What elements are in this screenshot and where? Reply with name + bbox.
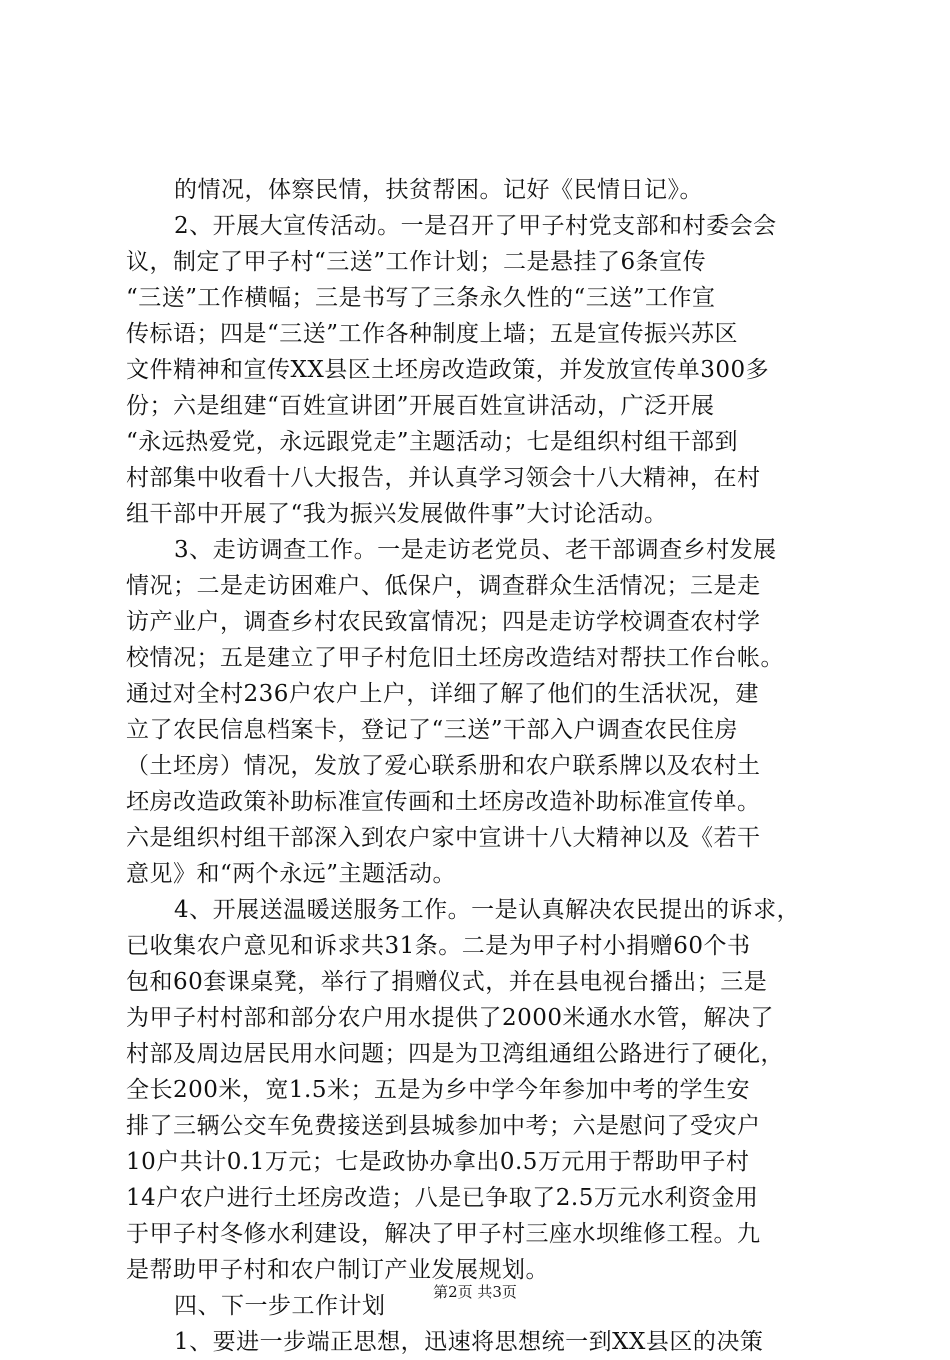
text-line: 校情况；五是建立了甲子村危旧土坯房改造结对帮扶工作台帐。	[126, 645, 784, 671]
text-line: 为甲子村村部和部分农户用水提供了2000米通水水管，解决了	[126, 1005, 775, 1031]
text-line: 六是组织村组干部深入到农户家中宣讲十八大精神以及《若干	[126, 825, 761, 851]
text-line: 村部及周边居民用水问题；四是为卫湾组通组公路进行了硬化，	[126, 1041, 784, 1067]
text-line: 传标语；四是“三送”工作各种制度上墙；五是宣传振兴苏区	[126, 321, 739, 347]
text-line: “三送”工作横幅；三是书写了三条永久性的“三送”工作宣	[126, 285, 716, 311]
text-line: 包和60套课桌凳，举行了捐赠仪式，并在县电视台播出；三是	[126, 969, 768, 995]
text-line: （土坯房）情况，发放了爱心联系册和农户联系牌以及农村土	[126, 753, 761, 779]
page-footer: 第2页 共3页	[433, 1283, 517, 1301]
text-line: 全长200米，宽1.5米；五是为乡中学今年参加中考的学生安	[126, 1077, 750, 1103]
text-line: 14户农户进行土坯房改造；八是已争取了2.5万元水利资金用	[126, 1185, 759, 1211]
text-line: 访产业户，调查乡村农民致富情况；四是走访学校调查农村学	[126, 609, 761, 635]
text-line: 通过对全村236户农户上户，详细了解了他们的生活状况，建	[126, 681, 759, 707]
text-line: 情况；二是走访困难户、低保户，调查群众生活情况；三是走	[126, 573, 761, 599]
text-line: 是帮助甲子村和农户制订产业发展规划。	[126, 1257, 549, 1283]
text-line: 份；六是组建“百姓宣讲团”开展百姓宣讲活动，广泛开展	[126, 393, 715, 419]
text-line: 四、下一步工作计划	[174, 1293, 386, 1319]
text-line: 3、走访调查工作。一是走访老党员、老干部调查乡村发展	[174, 537, 777, 563]
text-line: “永远热爱党，永远跟党走”主题活动；七是组织村组干部到	[126, 429, 739, 455]
text-line: 坯房改造政策补助标准宣传画和土坯房改造补助标准宣传单。	[126, 789, 761, 815]
text-line: 意见》和“两个永远”主题活动。	[126, 861, 457, 887]
text-line: 的情况，体察民情，扶贫帮困。记好《民情日记》。	[174, 177, 703, 203]
text-line: 议，制定了甲子村“三送”工作计划；二是悬挂了6条宣传	[126, 249, 707, 275]
text-line: 文件精神和宣传XX县区土坯房改造政策，并发放宣传单300多	[126, 357, 770, 383]
text-line: 排了三辆公交车免费接送到县城参加中考；六是慰问了受灾户	[126, 1113, 761, 1139]
text-line: 村部集中收看十八大报告，并认真学习领会十八大精神，在村	[126, 465, 761, 491]
text-line: 于甲子村冬修水利建设，解决了甲子村三座水坝维修工程。九	[126, 1221, 761, 1247]
text-line: 10户共计0.1万元；七是政协办拿出0.5万元用于帮助甲子村	[126, 1149, 750, 1175]
document-body	[126, 172, 832, 1360]
text-line: 组干部中开展了“我为振兴发展做件事”大讨论活动。	[126, 501, 668, 527]
text-line: 4、开展送温暖送服务工作。一是认真解决农民提出的诉求，	[174, 897, 801, 923]
text-line: 已收集农户意见和诉求共31条。二是为甲子村小捐赠60个书	[126, 933, 751, 959]
text-line: 2、开展大宣传活动。一是召开了甲子村党支部和村委会会	[174, 213, 777, 239]
text-line: 1、要进一步端正思想，迅速将思想统一到XX县区的决策	[174, 1329, 764, 1355]
text-line: 立了农民信息档案卡，登记了“三送”干部入户调查农民住房	[126, 717, 739, 743]
